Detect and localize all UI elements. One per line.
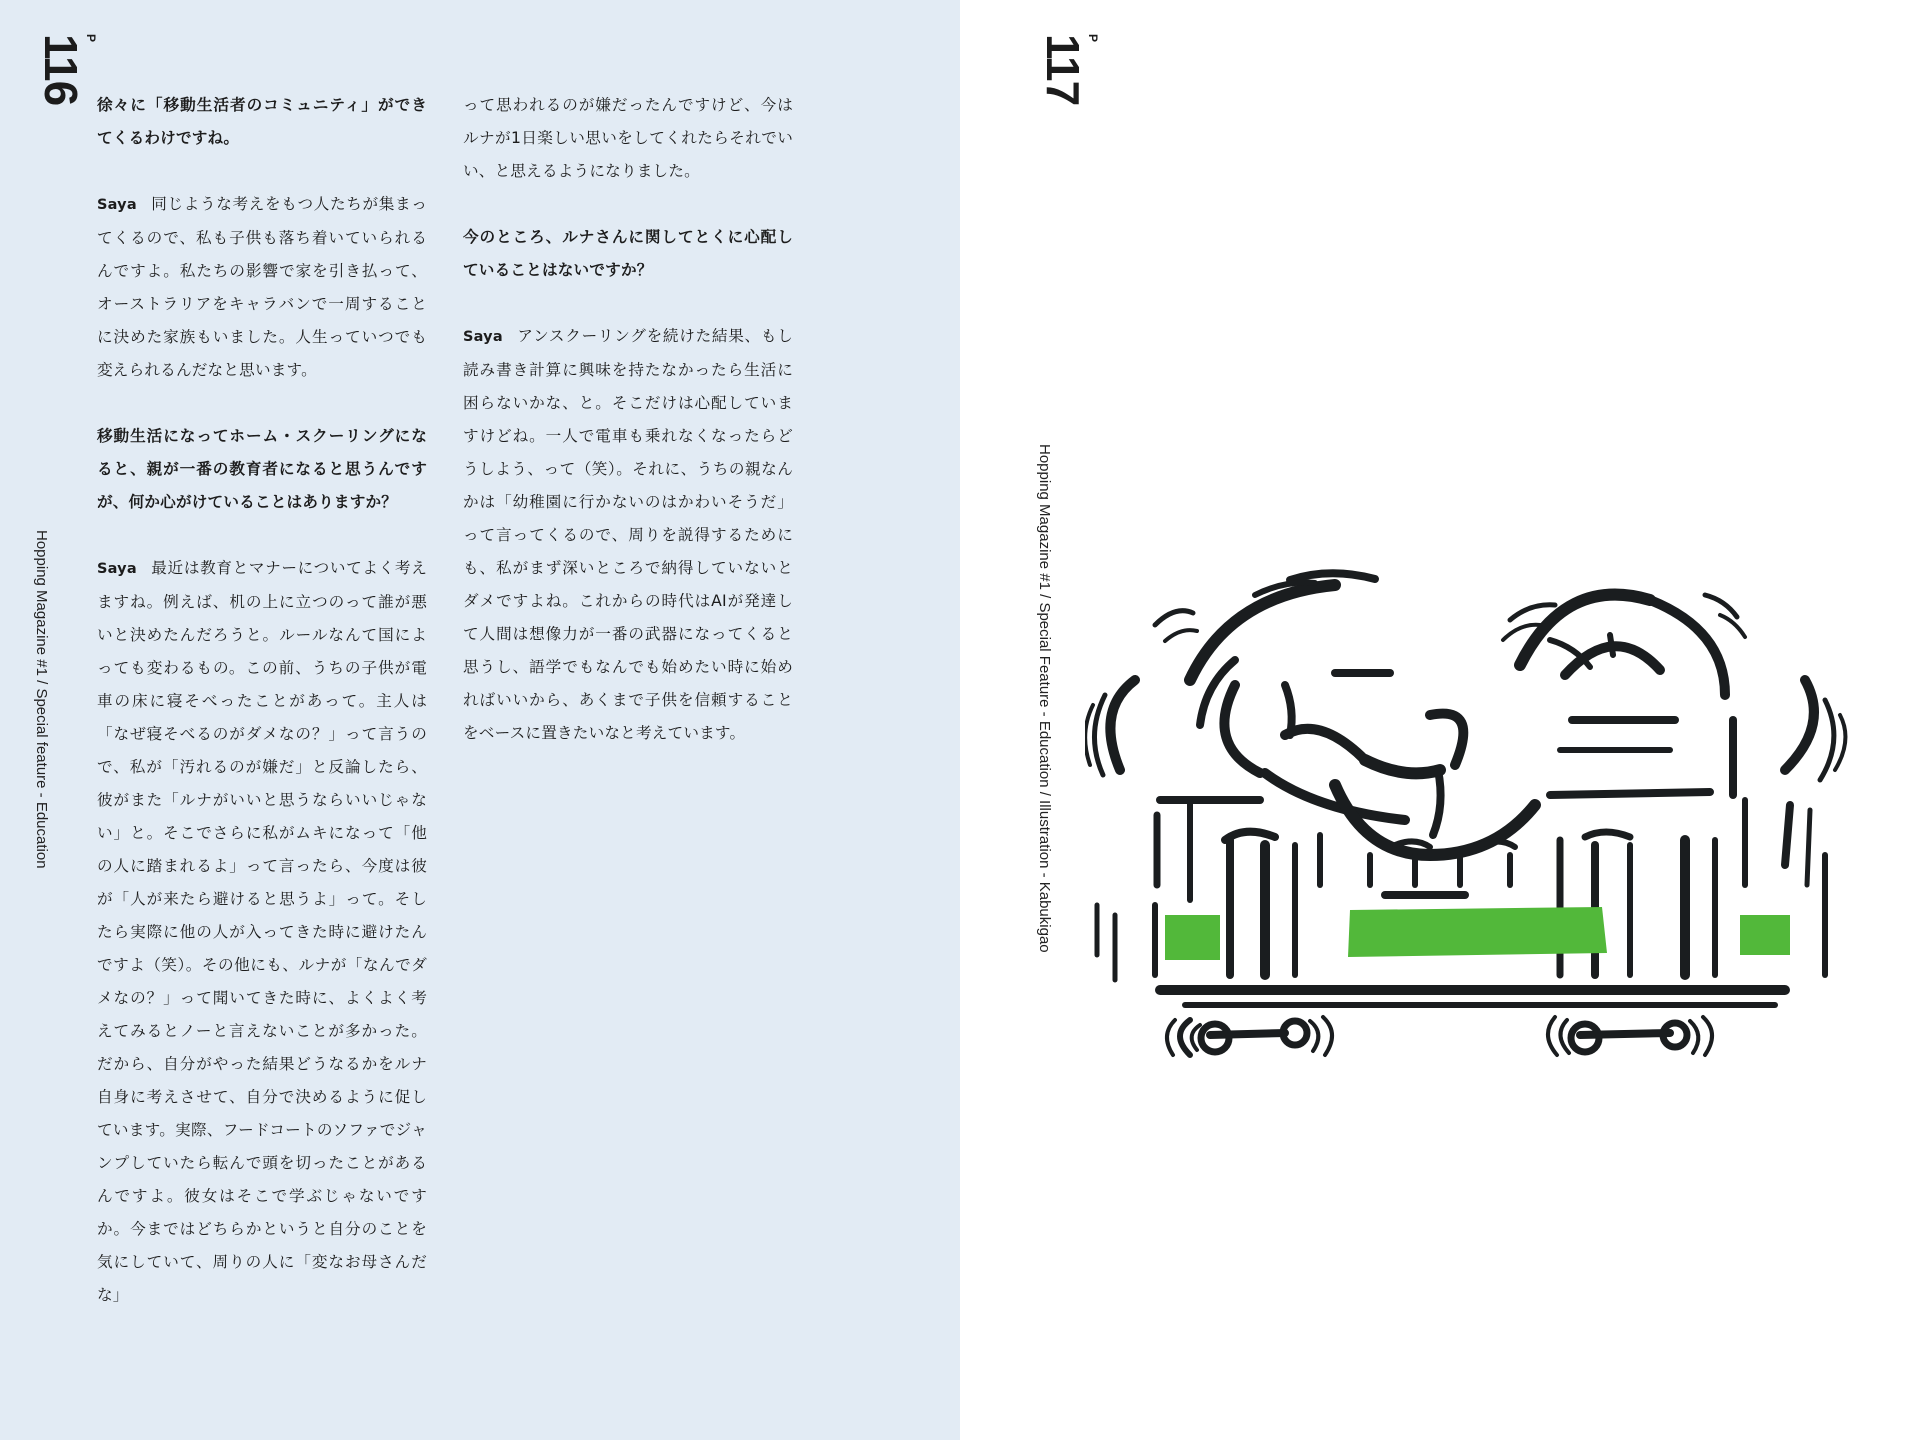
interview-question-2: 移動生活になってホーム・スクーリングになると、親が一番の教育者になると思うんですが、何か心がけていることはありますか？ <box>97 427 427 511</box>
page-folio-left <box>35 34 98 106</box>
page-marker-right: P <box>1086 34 1100 43</box>
interview-question-1: 徐々に「移動生活者のコミュニティ」ができてくるわけですね。 <box>97 96 427 147</box>
text-column-2 <box>463 89 793 783</box>
speaker-name: Saya <box>463 329 503 345</box>
page-marker-left: P <box>84 34 98 43</box>
running-head-left: Hopping Magazine #1 / Special feature - Education <box>33 530 50 869</box>
speaker-name: Saya <box>97 561 137 577</box>
page-number-right: 117 <box>1037 34 1089 106</box>
interview-answer-3 <box>463 320 793 750</box>
interview-answer-2 <box>97 552 427 1312</box>
interview-question-3: 今のところ、ルナさんに関してとくに心配していることはないですか？ <box>463 228 793 279</box>
page-folio-right <box>1037 34 1100 106</box>
kabukigao-train-illustration-icon <box>1085 555 1855 1155</box>
speaker-name: Saya <box>97 197 137 213</box>
answer-3-text: アンスクーリングを続けた結果、もし読み書き計算に興味を持たなかったら生活に困らないかな、と。そこだけは心配していますけどね。一人で電車も乗れなくなったらどうしよう、って（笑）。それに、うちの親なんかは「幼稚園に行かないのはかわいそうだ」って言ってくるので、周りを説得するためにも、私がまず深いところで納得していないとダメですよね。これからの時代はAIが発達して人間は想像力が一番の武器になってくると思うし、語学でもなんでも始めたい時に始めればいいから、あくまで子供を信頼することをベースに置きたいなと考えています。 <box>463 327 793 742</box>
answer-1-text: 同じような考えをもつ人たちが集まってくるので、私も子供も落ち着いていられるんですよ。私たちの影響で家を引き払って、オーストラリアをキャラバンで一周することに決めた家族もいました。人生っていつでも変えられるんだなと思います。 <box>97 195 427 379</box>
page-number-left: 116 <box>35 34 87 106</box>
text-column-1 <box>97 89 427 1345</box>
answer-2-text-part-2: って思われるのが嫌だったんですけど、今はルナが1日楽しい思いをしてくれたらそれでいい、と思えるようになりました。 <box>463 96 793 180</box>
interview-answer-1 <box>97 188 427 387</box>
green-stripes <box>1165 907 1790 960</box>
answer-2-text-part-1: 最近は教育とマナーについてよく考えますね。例えば、机の上に立つのって誰が悪いと決めたんだろうと。ルールなんて国によっても変わるもの。この前、うちの子供が電車の床に寝そべったことがあって。主人は「なぜ寝そべるのがダメなの？」って言うので、私が「汚れるのが嫌だ」と反論したら、彼がまた「ルナがいいと思うならいいじゃない」と。そこでさらに私がムキになって「他の人に踏まれるよ」って言ったら、今度は彼が「人が来たら避けると思うよ」って。そしたら実際に他の人が入ってきた時に避けたんですよ（笑）。その他にも、ルナが「なんでダメなの？」って聞いてきた時に、よくよく考えてみるとノーと言えないことが多かった。だから、自分がやった結果どうなるかをルナ自身に考えさせて、自分で決めるように促しています。実際、フードコートのソファでジャンプしていたら転んで頭を切ったことがあるんですよ。彼女はそこで学ぶじゃないですか。今まではどちらかというと自分のことを気にしていて、周りの人に「変なお母さんだな」 <box>97 559 427 1304</box>
running-head-right: Hopping Magazine #1 / Special Feature - Education / Illustration - Kabukigao <box>1036 444 1053 953</box>
